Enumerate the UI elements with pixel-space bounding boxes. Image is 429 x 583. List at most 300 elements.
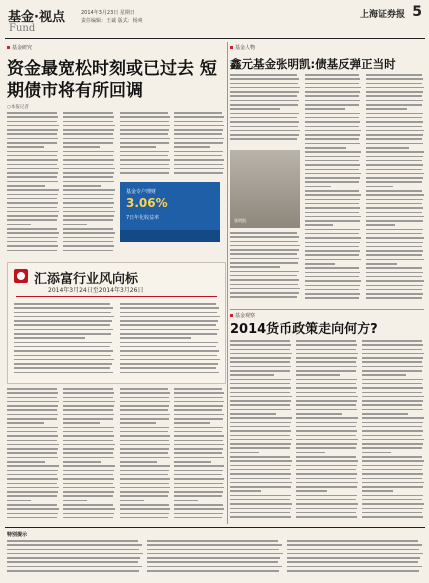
right-bottom-headline: 2014货币政策走向何方? (230, 322, 378, 337)
paper-name: 上海证券报 (359, 10, 405, 20)
text-line (63, 461, 101, 463)
text-line (366, 91, 423, 93)
text-line (7, 219, 57, 221)
text-line (174, 517, 222, 519)
text-line (366, 138, 422, 140)
text-line (366, 285, 423, 287)
text-line (174, 164, 223, 166)
text-line (7, 570, 139, 572)
text-line (230, 422, 291, 424)
text-line (7, 474, 57, 476)
text-line (14, 320, 112, 322)
text-line (296, 340, 356, 342)
text-line (366, 100, 423, 102)
text-line (63, 513, 114, 515)
text-line (230, 486, 291, 488)
text-line (63, 405, 114, 407)
text-line (174, 168, 224, 170)
text-line (366, 156, 423, 158)
text-line (63, 504, 113, 506)
text-line (120, 312, 217, 314)
text-line (7, 401, 59, 403)
text-line (7, 444, 59, 446)
text-line (63, 414, 114, 416)
text-line (296, 344, 357, 346)
text-line (305, 237, 361, 239)
text-line (296, 409, 357, 411)
text-line (7, 176, 57, 178)
text-line (14, 312, 111, 314)
notice-label: 特别提示 (7, 532, 28, 538)
text-line (287, 553, 423, 555)
text-line (63, 250, 113, 252)
text-line (63, 198, 113, 200)
fund-ad-box (7, 262, 226, 384)
text-line (366, 83, 422, 85)
text-line (296, 469, 356, 471)
text-line (230, 435, 290, 437)
text-line (296, 443, 357, 445)
text-line (120, 513, 169, 515)
text-line (7, 250, 57, 252)
text-line (296, 490, 327, 492)
text-line (366, 254, 422, 256)
news-photo (230, 150, 300, 228)
text-line (120, 508, 170, 510)
text-line (230, 482, 292, 484)
text-line (362, 473, 423, 475)
text-line (305, 156, 360, 158)
ad-text-col-1 (14, 303, 114, 377)
text-line (120, 461, 157, 463)
text-line (305, 207, 360, 209)
text-line (230, 74, 297, 76)
text-line (230, 262, 298, 264)
text-line (305, 220, 360, 222)
text-line (230, 95, 297, 97)
text-line (230, 284, 298, 286)
text-line (63, 207, 113, 209)
text-line (230, 130, 300, 132)
text-line (366, 74, 422, 76)
text-line (296, 486, 357, 488)
text-line (63, 168, 115, 170)
text-line (230, 508, 291, 510)
notice-col-3 (287, 540, 423, 578)
text-line (305, 138, 359, 140)
text-line (296, 357, 357, 359)
text-line (7, 513, 58, 515)
text-line (305, 285, 360, 287)
text-line (362, 508, 423, 510)
left-lower-col-4 (174, 388, 224, 522)
text-line (305, 229, 360, 231)
text-line (7, 237, 58, 239)
text-line (287, 557, 420, 559)
text-line (7, 561, 138, 563)
section-divider (230, 309, 424, 310)
text-line (174, 487, 224, 489)
text-line (7, 388, 57, 390)
text-line (366, 297, 422, 299)
text-line (63, 142, 113, 144)
text-line (230, 495, 291, 497)
promo-value: 3.06% (126, 196, 168, 210)
text-line (14, 333, 111, 335)
text-line (362, 456, 422, 458)
left-text-col-2 (63, 112, 115, 258)
text-line (63, 431, 113, 433)
right-text-col-1b (230, 232, 300, 304)
text-line (7, 129, 58, 131)
text-line (120, 133, 168, 135)
text-line (14, 303, 110, 305)
text-line (174, 112, 222, 114)
section-title: 基金·视点 (8, 10, 65, 25)
text-line (63, 202, 114, 204)
text-line (296, 447, 356, 449)
text-line (296, 452, 325, 454)
text-line (120, 478, 170, 480)
text-line (305, 95, 359, 97)
text-line (296, 392, 356, 394)
text-line (120, 316, 220, 318)
text-line (63, 435, 114, 437)
fund-logo-icon (14, 269, 28, 283)
text-line (305, 151, 361, 153)
text-line (120, 155, 168, 157)
text-line (305, 203, 359, 205)
left-story-headline: 资金最宽松时刻或已过去 短期债市将有所回调 (7, 59, 217, 101)
text-line (287, 570, 419, 572)
text-line (296, 439, 358, 441)
text-line (305, 190, 359, 192)
text-line (305, 224, 333, 226)
text-line (230, 232, 297, 234)
text-line (296, 426, 356, 428)
text-line (7, 392, 58, 394)
text-line (305, 91, 360, 93)
text-line (7, 181, 58, 183)
text-line (230, 279, 299, 281)
text-line (7, 566, 142, 568)
text-line (366, 121, 423, 123)
text-line (362, 430, 423, 432)
text-line (366, 194, 424, 196)
text-line (366, 207, 423, 209)
text-line (230, 100, 299, 102)
text-line (7, 540, 138, 542)
text-line (147, 553, 283, 555)
text-line (7, 414, 58, 416)
text-line (305, 164, 360, 166)
text-line (7, 207, 57, 209)
text-line (362, 353, 424, 355)
text-line (230, 499, 290, 501)
text-line (366, 267, 422, 269)
text-line (174, 138, 224, 140)
text-line (305, 160, 359, 162)
text-line (362, 344, 423, 346)
text-line (174, 435, 224, 437)
text-line (120, 388, 168, 390)
text-line (296, 366, 357, 368)
text-line (230, 465, 291, 467)
right-lower-col-2 (296, 340, 358, 524)
text-line (305, 108, 345, 110)
text-line (174, 508, 224, 510)
text-line (230, 426, 290, 428)
text-line (362, 396, 424, 398)
text-line (230, 370, 290, 372)
ad-title: 汇添富行业风向标 (34, 272, 139, 287)
text-line (362, 374, 406, 376)
text-line (63, 181, 114, 183)
text-line (230, 121, 299, 123)
text-line (120, 307, 219, 309)
text-line (305, 87, 361, 89)
text-line (230, 387, 291, 389)
text-line (14, 329, 113, 331)
text-line (174, 142, 223, 144)
left-text-col-4 (174, 112, 224, 178)
text-line (305, 113, 360, 115)
text-line (296, 383, 356, 385)
text-line (362, 439, 424, 441)
text-line (174, 422, 210, 424)
text-line (305, 293, 360, 295)
text-line (7, 215, 58, 217)
text-line (120, 397, 169, 399)
text-line (305, 117, 359, 119)
text-line (63, 444, 115, 446)
text-line (305, 121, 360, 123)
text-line (147, 549, 279, 551)
text-line (366, 104, 422, 106)
text-line (230, 117, 297, 119)
text-line (366, 203, 422, 205)
text-line (362, 392, 422, 394)
text-line (366, 78, 423, 80)
text-line (7, 487, 59, 489)
text-line (305, 104, 359, 106)
text-line (7, 194, 58, 196)
text-line (362, 447, 422, 449)
text-line (366, 143, 423, 145)
editor-line: 责任编辑：王诚 版式：杨爽 (81, 18, 143, 24)
text-line (305, 254, 359, 256)
page-number: 5 (412, 4, 422, 20)
text-line (362, 404, 422, 406)
text-line (366, 276, 422, 278)
text-line (120, 116, 170, 118)
text-line (230, 473, 291, 475)
text-line (362, 478, 422, 480)
text-line (362, 357, 423, 359)
promo-footer (120, 230, 220, 242)
text-line (7, 168, 59, 170)
text-line (63, 133, 113, 135)
text-line (7, 159, 58, 161)
text-line (14, 350, 113, 352)
text-line (120, 337, 191, 339)
text-line (296, 460, 358, 462)
text-line (230, 490, 261, 492)
right-text-col-1 (230, 74, 300, 146)
text-line (296, 430, 357, 432)
text-line (7, 164, 57, 166)
text-line (230, 296, 297, 298)
text-line (63, 474, 113, 476)
text-line (287, 566, 422, 568)
text-line (230, 249, 299, 251)
text-line (362, 370, 422, 372)
text-line (296, 361, 356, 363)
text-line (7, 422, 44, 424)
text-line (305, 194, 361, 196)
text-line (366, 199, 423, 201)
text-line (174, 448, 223, 450)
text-line (120, 172, 169, 174)
text-line (230, 138, 297, 140)
text-line (174, 418, 223, 420)
text-line (230, 349, 290, 351)
text-line (120, 121, 169, 123)
text-line (7, 409, 57, 411)
text-line (120, 457, 170, 459)
text-line (63, 491, 114, 493)
text-line (362, 516, 423, 518)
text-line (63, 427, 114, 429)
text-line (362, 495, 423, 497)
text-line (230, 478, 290, 480)
text-line (7, 112, 57, 114)
text-line (174, 465, 224, 467)
text-line (366, 95, 422, 97)
text-line (230, 417, 292, 419)
text-line (366, 272, 423, 274)
text-line (14, 337, 85, 339)
text-line (362, 361, 422, 363)
text-line (230, 353, 292, 355)
page-header (5, 4, 425, 39)
text-line (305, 280, 361, 282)
text-line (7, 418, 57, 420)
text-line (362, 465, 423, 467)
right-text-col-3 (366, 74, 424, 304)
ad-date: 2014年3月24日至2014年3月26日 (48, 287, 144, 294)
text-line (120, 333, 217, 335)
text-line (120, 342, 218, 344)
text-line (63, 211, 115, 213)
text-line (230, 452, 259, 454)
text-line (7, 202, 58, 204)
text-line (7, 457, 58, 459)
text-line (63, 176, 113, 178)
text-line (120, 164, 169, 166)
text-line (174, 388, 222, 390)
text-line (63, 146, 100, 148)
text-line (305, 297, 359, 299)
text-line (174, 116, 224, 118)
text-line (362, 417, 424, 419)
text-line (63, 224, 87, 226)
text-line (7, 138, 58, 140)
text-line (230, 258, 299, 260)
text-line (366, 259, 424, 261)
text-line (230, 396, 292, 398)
text-line (230, 413, 276, 415)
text-line (63, 164, 113, 166)
text-line (120, 151, 169, 153)
text-line (305, 126, 359, 128)
text-line (174, 401, 224, 403)
text-line (120, 324, 216, 326)
text-line (63, 215, 114, 217)
text-line (230, 516, 291, 518)
text-line (147, 540, 278, 542)
text-line (230, 379, 291, 381)
text-line (63, 495, 113, 497)
text-line (296, 370, 356, 372)
text-line (174, 440, 223, 442)
text-line (305, 212, 359, 214)
text-line (230, 344, 291, 346)
text-line (230, 357, 291, 359)
text-line (174, 405, 223, 407)
ad-text-col-2 (120, 303, 220, 377)
text-line (305, 177, 360, 179)
text-line (7, 405, 58, 407)
text-line (174, 129, 223, 131)
photo-caption: 张明凯 (234, 218, 246, 223)
text-line (287, 544, 422, 546)
text-line (63, 401, 115, 403)
text-line (362, 366, 423, 368)
text-line (7, 245, 58, 247)
text-line (7, 232, 59, 234)
text-line (305, 246, 359, 248)
text-line (120, 500, 144, 502)
text-line (63, 138, 114, 140)
bottom-notice (5, 527, 425, 580)
left-text-col-3 (120, 112, 170, 178)
text-line (174, 444, 224, 446)
promo-subtitle: 7日年化收益率 (126, 215, 160, 221)
text-line (366, 280, 424, 282)
text-line (362, 460, 424, 462)
text-line (305, 83, 359, 85)
text-line (120, 414, 170, 416)
text-line (362, 435, 422, 437)
notice-col-2 (147, 540, 283, 578)
text-line (362, 490, 393, 492)
text-line (63, 159, 114, 161)
text-line (7, 198, 57, 200)
text-line (63, 189, 115, 191)
text-line (296, 413, 342, 415)
left-story-label: 基金研究 (7, 44, 32, 51)
text-line (296, 379, 357, 381)
text-line (296, 387, 357, 389)
ad-divider (16, 296, 217, 297)
text-line (362, 413, 408, 415)
text-line (147, 557, 280, 559)
text-line (63, 237, 114, 239)
text-line (7, 549, 139, 551)
text-line (120, 329, 219, 331)
text-line (120, 125, 170, 127)
